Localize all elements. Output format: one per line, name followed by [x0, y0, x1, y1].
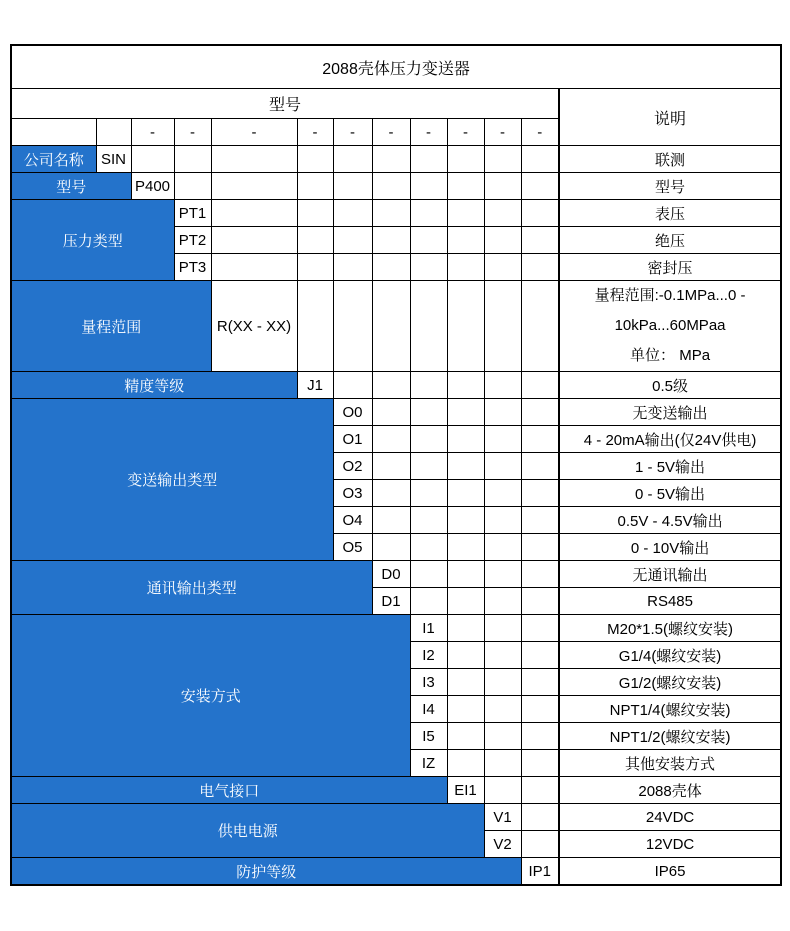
separator-cell: - — [211, 119, 297, 146]
code-d0: D0 — [372, 561, 410, 588]
empty-cell — [521, 507, 559, 534]
empty-cell — [410, 534, 447, 561]
empty-cell — [521, 696, 559, 723]
separator-cell: - — [131, 119, 174, 146]
code-p400: P400 — [131, 173, 174, 200]
code-i5: I5 — [410, 723, 447, 750]
empty-cell — [410, 588, 447, 615]
desc-iz: 其他安装方式 — [559, 750, 781, 777]
code-o0: O0 — [333, 399, 372, 426]
code-o3: O3 — [333, 480, 372, 507]
code-i3: I3 — [410, 669, 447, 696]
code-ip1: IP1 — [521, 858, 559, 886]
code-pt1: PT1 — [174, 200, 211, 227]
empty-cell — [484, 281, 521, 372]
desc-i4: NPT1/4(螺纹安装) — [559, 696, 781, 723]
desc-d0: 无通讯输出 — [559, 561, 781, 588]
empty-cell — [484, 588, 521, 615]
empty-cell — [521, 615, 559, 642]
empty-cell — [447, 534, 484, 561]
code-sin: SIN — [96, 146, 131, 173]
label-electrical-interface: 电气接口 — [11, 777, 447, 804]
empty-cell — [447, 173, 484, 200]
page-title: 2088壳体压力变送器 — [11, 45, 781, 89]
empty-cell — [484, 534, 521, 561]
empty-cell — [521, 480, 559, 507]
description-header: 说明 — [559, 89, 781, 146]
empty-cell — [447, 723, 484, 750]
label-output-type: 变送输出类型 — [11, 399, 333, 561]
empty-cell — [372, 480, 410, 507]
code-j1: J1 — [297, 372, 333, 399]
desc-o2: 1 - 5V输出 — [559, 453, 781, 480]
empty-cell — [211, 227, 297, 254]
empty-cell — [484, 507, 521, 534]
empty-cell — [410, 173, 447, 200]
code-v2: V2 — [484, 831, 521, 858]
empty-cell — [372, 146, 410, 173]
empty-cell — [521, 588, 559, 615]
empty-cell — [521, 426, 559, 453]
empty-cell — [333, 200, 372, 227]
empty-cell — [447, 696, 484, 723]
desc-o4: 0.5V - 4.5V输出 — [559, 507, 781, 534]
separator-cell: - — [174, 119, 211, 146]
empty-cell — [447, 615, 484, 642]
separator-cell: - — [484, 119, 521, 146]
empty-cell — [410, 426, 447, 453]
empty-cell — [410, 561, 447, 588]
separator-cell: - — [447, 119, 484, 146]
empty-cell — [96, 119, 131, 146]
empty-cell — [297, 227, 333, 254]
empty-cell — [521, 831, 559, 858]
empty-cell — [484, 723, 521, 750]
empty-cell — [484, 642, 521, 669]
empty-cell — [333, 372, 372, 399]
separator-cell: - — [333, 119, 372, 146]
empty-cell — [333, 146, 372, 173]
empty-cell — [484, 696, 521, 723]
empty-cell — [447, 426, 484, 453]
empty-cell — [521, 372, 559, 399]
empty-cell — [484, 254, 521, 281]
empty-cell — [211, 173, 297, 200]
label-pressure-type: 压力类型 — [11, 200, 174, 281]
empty-cell — [447, 561, 484, 588]
empty-cell — [447, 507, 484, 534]
code-o5: O5 — [333, 534, 372, 561]
label-range: 量程范围 — [11, 281, 211, 372]
empty-cell — [297, 281, 333, 372]
empty-cell — [521, 146, 559, 173]
code-ei1: EI1 — [447, 777, 484, 804]
empty-cell — [484, 615, 521, 642]
desc-i1: M20*1.5(螺纹安装) — [559, 615, 781, 642]
empty-cell — [484, 750, 521, 777]
empty-cell — [521, 399, 559, 426]
empty-cell — [484, 426, 521, 453]
empty-cell — [521, 750, 559, 777]
desc-o0: 无变送输出 — [559, 399, 781, 426]
empty-cell — [447, 146, 484, 173]
separator-cell: - — [521, 119, 559, 146]
empty-cell — [484, 372, 521, 399]
empty-cell — [521, 173, 559, 200]
empty-cell — [372, 281, 410, 372]
empty-cell — [484, 453, 521, 480]
label-accuracy: 精度等级 — [11, 372, 297, 399]
desc-ei1: 2088壳体 — [559, 777, 781, 804]
empty-cell — [410, 146, 447, 173]
code-i1: I1 — [410, 615, 447, 642]
empty-cell — [521, 534, 559, 561]
empty-cell — [447, 254, 484, 281]
desc-o5: 0 - 10V输出 — [559, 534, 781, 561]
empty-cell — [372, 372, 410, 399]
code-o1: O1 — [333, 426, 372, 453]
empty-cell — [447, 669, 484, 696]
empty-cell — [447, 453, 484, 480]
empty-cell — [174, 146, 211, 173]
desc-ip1: IP65 — [559, 858, 781, 886]
code-o4: O4 — [333, 507, 372, 534]
desc-model: 型号 — [559, 173, 781, 200]
empty-cell — [372, 453, 410, 480]
empty-cell — [484, 561, 521, 588]
code-o2: O2 — [333, 453, 372, 480]
code-v1: V1 — [484, 804, 521, 831]
empty-cell — [521, 723, 559, 750]
desc-accuracy: 0.5级 — [559, 372, 781, 399]
empty-cell — [211, 254, 297, 281]
empty-cell — [372, 534, 410, 561]
label-mounting: 安装方式 — [11, 615, 410, 777]
label-protection: 防护等级 — [11, 858, 521, 886]
empty-cell — [410, 453, 447, 480]
empty-cell — [447, 227, 484, 254]
empty-cell — [447, 480, 484, 507]
empty-cell — [333, 281, 372, 372]
empty-cell — [521, 281, 559, 372]
label-company: 公司名称 — [11, 146, 96, 173]
empty-cell — [447, 588, 484, 615]
empty-cell — [410, 507, 447, 534]
empty-cell — [447, 372, 484, 399]
empty-cell — [297, 146, 333, 173]
range-line-3: 单位： MPa — [630, 347, 711, 364]
desc-pt2: 绝压 — [559, 227, 781, 254]
empty-cell — [410, 281, 447, 372]
empty-cell — [333, 227, 372, 254]
label-comm-output: 通讯输出类型 — [11, 561, 372, 615]
desc-company: 联测 — [559, 146, 781, 173]
separator-cell: - — [410, 119, 447, 146]
empty-cell — [372, 426, 410, 453]
empty-cell — [333, 254, 372, 281]
code-range: R(XX - XX) — [211, 281, 297, 372]
empty-cell — [372, 254, 410, 281]
empty-cell — [484, 669, 521, 696]
empty-cell — [410, 399, 447, 426]
empty-cell — [521, 200, 559, 227]
code-i4: I4 — [410, 696, 447, 723]
empty-cell — [521, 254, 559, 281]
desc-pt1: 表压 — [559, 200, 781, 227]
empty-cell — [297, 200, 333, 227]
empty-cell — [484, 146, 521, 173]
desc-i2: G1/4(螺纹安装) — [559, 642, 781, 669]
empty-cell — [447, 399, 484, 426]
desc-o3: 0 - 5V输出 — [559, 480, 781, 507]
empty-cell — [484, 777, 521, 804]
empty-cell — [297, 254, 333, 281]
desc-d1: RS485 — [559, 588, 781, 615]
empty-cell — [521, 227, 559, 254]
empty-cell — [521, 642, 559, 669]
empty-cell — [11, 119, 96, 146]
desc-v2: 12VDC — [559, 831, 781, 858]
range-line-2: 10kPa...60MPaa — [614, 317, 726, 334]
empty-cell — [484, 480, 521, 507]
empty-cell — [484, 399, 521, 426]
label-power-supply: 供电电源 — [11, 804, 484, 858]
empty-cell — [333, 173, 372, 200]
empty-cell — [484, 227, 521, 254]
code-d1: D1 — [372, 588, 410, 615]
empty-cell — [521, 561, 559, 588]
desc-o1: 4 - 20mA输出(仅24V供电) — [559, 426, 781, 453]
desc-v1: 24VDC — [559, 804, 781, 831]
empty-cell — [447, 750, 484, 777]
code-pt3: PT3 — [174, 254, 211, 281]
empty-cell — [131, 146, 174, 173]
empty-cell — [521, 804, 559, 831]
empty-cell — [372, 507, 410, 534]
desc-i3: G1/2(螺纹安装) — [559, 669, 781, 696]
empty-cell — [447, 200, 484, 227]
range-line-1: 量程范围:-0.1MPa...0 - — [594, 287, 746, 304]
separator-cell: - — [372, 119, 410, 146]
empty-cell — [521, 453, 559, 480]
empty-cell — [211, 146, 297, 173]
empty-cell — [410, 372, 447, 399]
empty-cell — [372, 227, 410, 254]
empty-cell — [297, 173, 333, 200]
empty-cell — [174, 173, 211, 200]
empty-cell — [410, 200, 447, 227]
empty-cell — [484, 200, 521, 227]
empty-cell — [521, 777, 559, 804]
empty-cell — [372, 173, 410, 200]
desc-range — [559, 281, 781, 372]
code-iz: IZ — [410, 750, 447, 777]
separator-cell: - — [297, 119, 333, 146]
model-header: 型号 — [11, 89, 559, 119]
empty-cell — [410, 254, 447, 281]
code-i2: I2 — [410, 642, 447, 669]
label-model: 型号 — [11, 173, 131, 200]
model-selection-table — [10, 44, 782, 886]
empty-cell — [447, 642, 484, 669]
empty-cell — [447, 281, 484, 372]
desc-i5: NPT1/2(螺纹安装) — [559, 723, 781, 750]
empty-cell — [521, 669, 559, 696]
empty-cell — [372, 399, 410, 426]
empty-cell — [410, 227, 447, 254]
empty-cell — [211, 200, 297, 227]
empty-cell — [372, 200, 410, 227]
empty-cell — [484, 173, 521, 200]
empty-cell — [410, 480, 447, 507]
code-pt2: PT2 — [174, 227, 211, 254]
desc-pt3: 密封压 — [559, 254, 781, 281]
